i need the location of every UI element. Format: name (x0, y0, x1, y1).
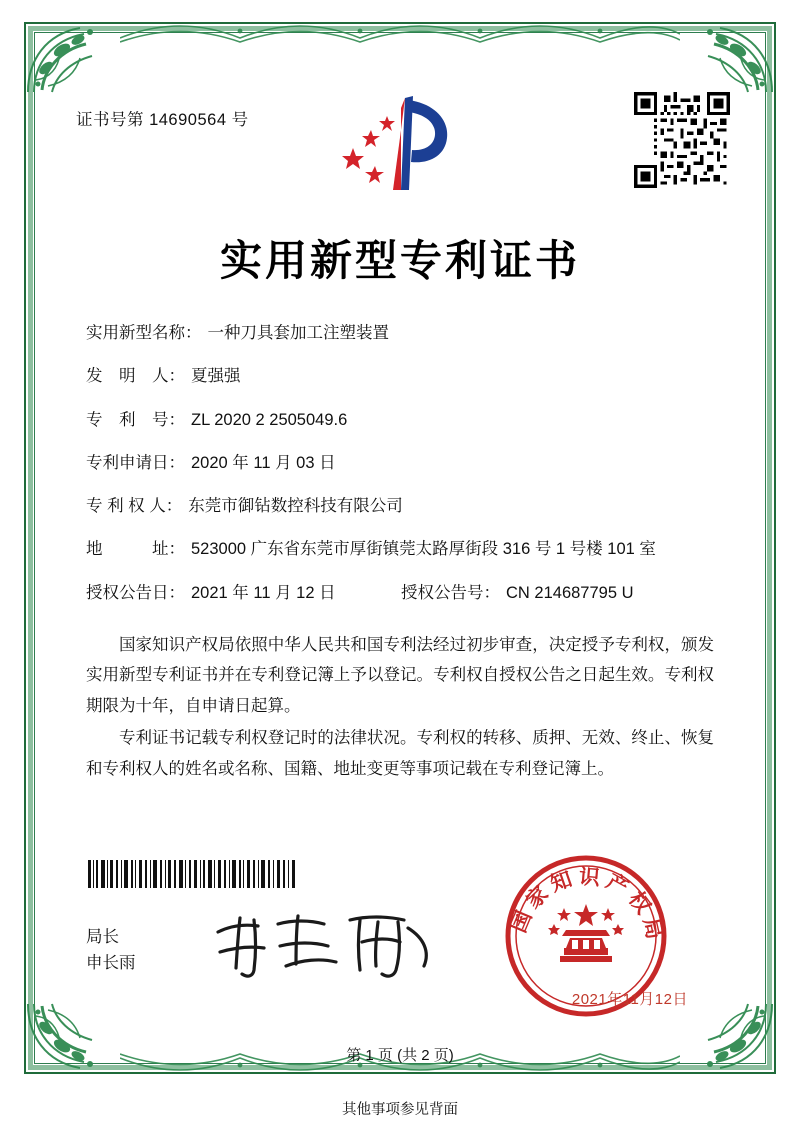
field-application-date (86, 452, 714, 474)
field-value: 2020 年 11 月 03 日 (191, 453, 336, 472)
cnipa-logo-icon (335, 90, 465, 200)
field-value: 东莞市御钻数控科技有限公司 (188, 497, 403, 516)
qr-code-icon (634, 92, 730, 188)
field-label: 地 址： (86, 540, 185, 559)
grant-number-group (401, 582, 714, 604)
page-title: 实用新型专利证书 (219, 239, 580, 285)
field-label: 专利申请日： (86, 453, 185, 472)
certificate-content (60, 70, 740, 786)
handwritten-signature-icon (210, 908, 440, 982)
legal-paragraph: 国家知识产权局依照中华人民共和国专利法经过初步审查，决定授予专利权，颁发实用新型专利证书并在专利登记簿上予以登记。专利权自授权公告之日起生效。专利权期限为十年，自申请日起算。 (86, 634, 714, 715)
field-value: CN 214687795 U (506, 583, 634, 602)
fields-list (86, 322, 714, 604)
field-value: 523000 广东省东莞市厚街镇莞太路厚街段 316 号 1 号楼 101 室 (191, 540, 656, 559)
director-block (86, 924, 136, 977)
field-label: 专 利 号： (86, 410, 185, 429)
field-value: 一种刀具套加工注塑装置 (207, 324, 389, 342)
top-edge-ornament-icon (120, 18, 680, 44)
field-utility-model-name (86, 322, 714, 344)
field-grant-row (86, 582, 714, 604)
signature-area (60, 840, 740, 1030)
barcode-icon (86, 860, 298, 888)
certificate-number: 证书号第 14690564 号 (76, 111, 249, 129)
field-label: 授权公告号： (401, 583, 500, 602)
legal-paragraph: 专利证书记载专利权登记时的法律状况。专利权的转移、质押、无效、终止、恢复和专利权人的姓名或名称、国籍、地址变更等事项记载在专利登记簿上。 (86, 728, 714, 778)
field-value: ZL 2020 2 2505049.6 (191, 410, 348, 429)
field-label: 专 利 权 人： (86, 497, 183, 516)
director-name-label: 申长雨 (86, 954, 136, 973)
director-title-label: 局长 (86, 928, 119, 946)
field-label: 发 明 人： (86, 367, 185, 386)
page-number: 第 1 页 (共 2 页) (346, 1047, 454, 1064)
seal-date: 2021年11月12日 (571, 991, 688, 1008)
field-label: 实用新型名称： (86, 324, 202, 342)
field-patentee (86, 495, 714, 517)
grant-date-group (86, 582, 401, 604)
footnote: 其他事项参见背面 (342, 1102, 458, 1118)
field-address (86, 538, 714, 560)
field-value: 2021 年 11 月 12 日 (191, 583, 336, 602)
header-row (60, 70, 740, 210)
field-label: 授权公告日： (86, 583, 185, 602)
field-value: 夏强强 (191, 367, 241, 386)
field-inventor (86, 365, 714, 387)
field-patent-number (86, 409, 714, 431)
svg-text:国家知识产权局: 国家知识产权局 (506, 864, 668, 947)
legal-text (86, 630, 714, 785)
